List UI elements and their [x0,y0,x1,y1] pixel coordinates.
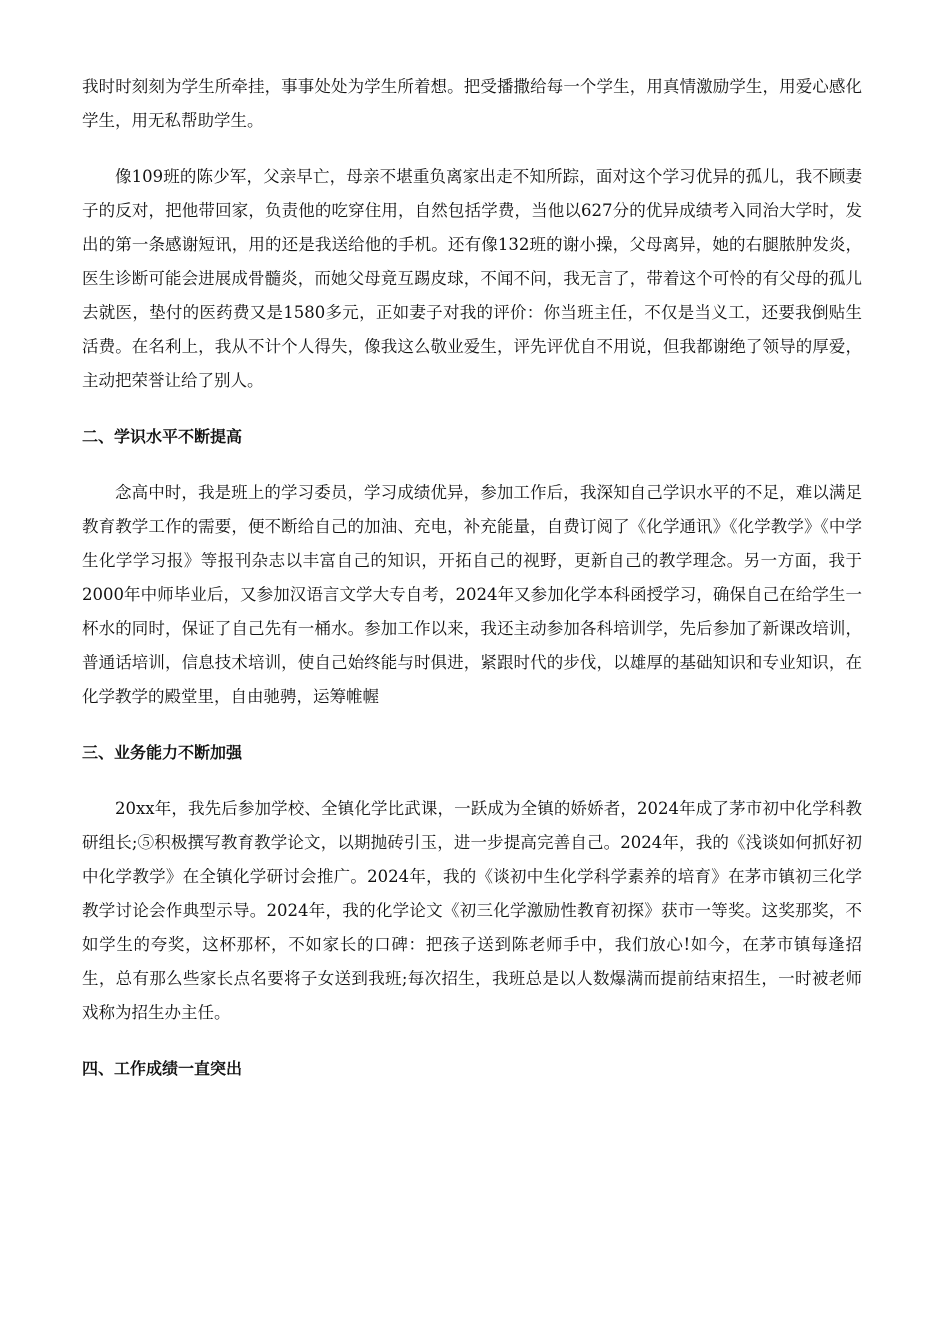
paragraph-care-for-students: 我时时刻刻为学生所牵挂，事事处处为学生所着想。把受播撒给每一个学生，用真情激励学生，用爱心感化学生，用无私帮助学生。 [82,77,862,130]
section-heading-achievements: 四、工作成绩一直突出 [82,1059,243,1078]
paragraph-ability: 20xx年，我先后参加学校、全镇化学比武课，一跃成为全镇的娇娇者，2024年成了茅市初中化学科教研组长;⑤积极撰写教育教学论文，以期抛砖引玉，进一步提高完善自己。2024年，我的《浅谈如何抓好初中化学教学》在全镇化学研讨会推广。2024年，我的《谈初中生化学科学素养的培育》在茅市镇初三化学教学讨论会作典型示导。2024年，我的化学论文《初三化学激励性教育初探》获市一等奖。这奖那奖，不如学生的夸奖，这杯那杯，不如家长的口碑：把孩子送到陈老师手中，我们放心!如今，在茅市镇每逢招生，总有那么些家长点名要将子女送到我班;每次招生，我班总是以人数爆满而提前结束招生，一时被老师戏称为招生办主任。 [82,799,862,1022]
paragraph-knowledge: 念高中时，我是班上的学习委员，学习成绩优异，参加工作后，我深知自己学识水平的不足，难以满足教育教学工作的需要，便不断给自己的加油、充电，补充能量，自费订阅了《化学通讯》《化学教学》《中学生化学学习报》等报刊杂志以丰富自己的知识，开拓自己的视野，更新自己的教学理念。另一方面，我于2000年中师毕业后，又参加汉语言文学大专自考，2024年又参加化学本科函授学习，确保自己在给学生一杯水的同时，保证了自己先有一桶水。参加工作以来，我还主动参加各科培训学，先后参加了新课改培训，普通话培训，信息技术培训，使自己始终能与时俱进，紧跟时代的步伐，以雄厚的基础知识和专业知识，在化学教学的殿堂里，自由驰骋，运筹帷幄 [82,483,862,706]
section-heading-ability: 三、业务能力不断加强 [82,743,243,762]
section-heading-knowledge: 二、学识水平不断提高 [82,427,243,446]
paragraph-student-examples: 像109班的陈少军，父亲早亡，母亲不堪重负离家出走不知所踪，面对这个学习优异的孤儿，我不顾妻子的反对，把他带回家，负责他的吃穿住用，自然包括学费，当他以627分的优异成绩考入同治大学时，发出的第一条感谢短讯，用的还是我送给他的手机。还有像132班的谢小操，父母离异，她的右腿脓肿发炎，医生诊断可能会进展成骨髓炎，而她父母竟互踢皮球，不闻不问，我无言了，带着这个可怜的有父母的孤儿去就医，垫付的医药费又是1580多元，正如妻子对我的评价：你当班主任，不仅是当义工，还要我倒贴生活费。在名利上，我从不计个人得失，像我这么敬业爱生，评先评优自不用说，但我都谢绝了领导的厚爱，主动把荣誉让给了别人。 [82,167,862,390]
document-page [82,70,862,1108]
